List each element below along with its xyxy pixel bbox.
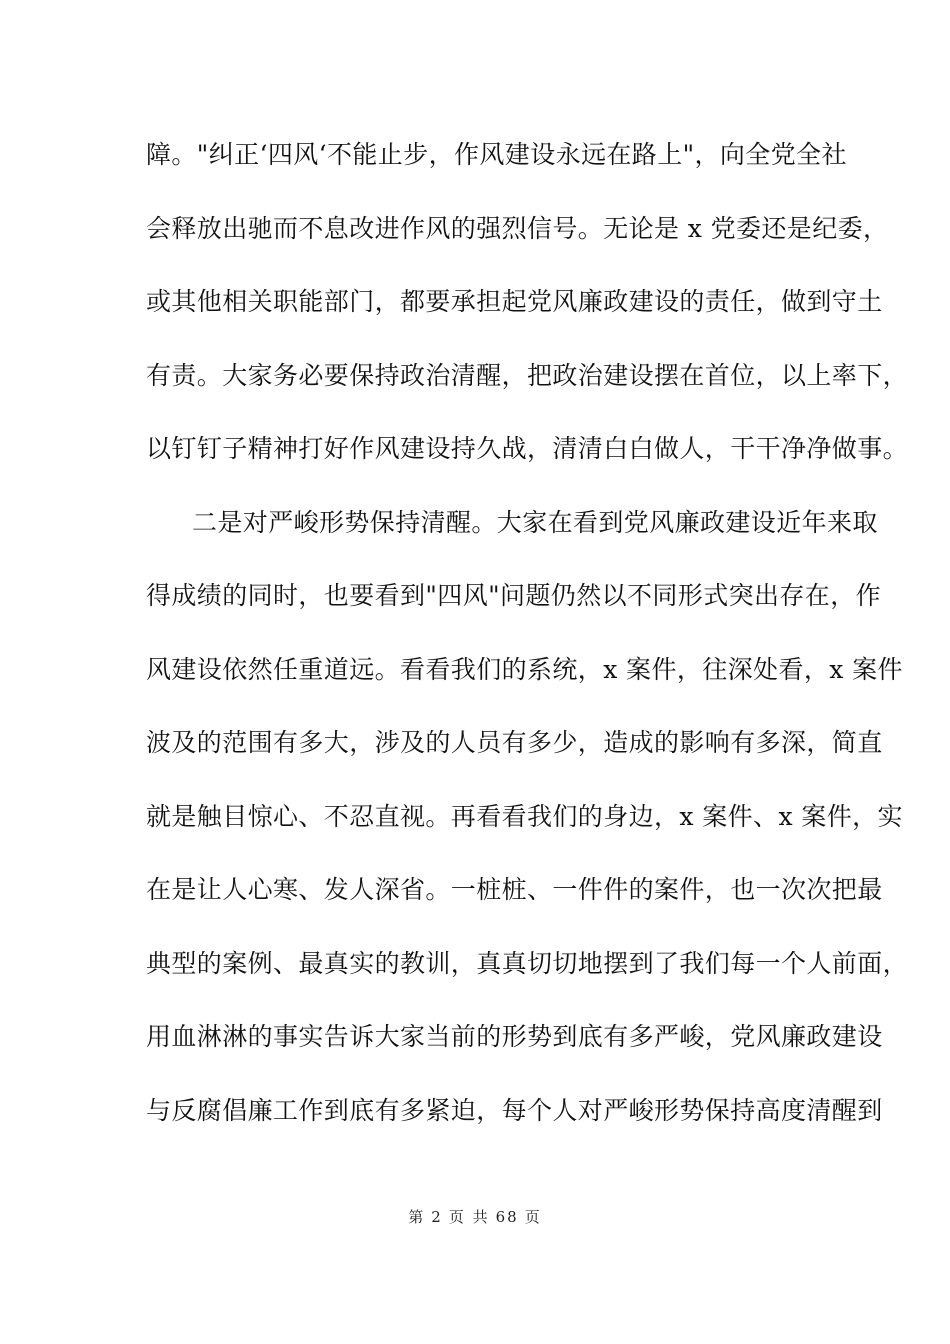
text-line: 得成绩的同时，也要看到"四风"问题仍然以不同形式突出存在，作 xyxy=(146,581,882,610)
text-line: 或其他相关职能部门，都要承担起党风廉政建设的责任，做到守土 xyxy=(146,287,883,316)
body-text xyxy=(146,133,909,1162)
text-line: 典型的案例、最真实的教训，真真切切地摆到了我们每一个人前面， xyxy=(146,948,909,978)
footer-suffix: 页 xyxy=(524,1208,542,1226)
text-line: 与反腐倡廉工作到底有多紧迫，每个人对严峻形势保持高度清醒到 xyxy=(146,1095,883,1125)
text-line: 在是让人心寒、发人深省。一桩桩、一件件的案件，也一次次把最 xyxy=(146,875,883,904)
total-pages: 68 xyxy=(495,1208,519,1226)
text-line: 波及的范围有多大，涉及的人员有多少，造成的影响有多深，简直 xyxy=(146,728,883,757)
text-line: 障。"纠正‘四风‘不能止步，作风建设永远在路上"，向全党全社 xyxy=(146,140,847,169)
page-footer xyxy=(0,1206,950,1227)
text-line: 会释放出驰而不息改进作风的强烈信号。无论是 x 党委还是纪委， xyxy=(146,213,889,243)
current-page-number: 2 xyxy=(431,1208,443,1226)
footer-middle: 页 共 xyxy=(448,1208,490,1226)
footer-prefix: 第 xyxy=(408,1208,426,1226)
text-line: 就是触目惊心、不忍直视。再看看我们的身边，x 案件、x 案件，实 xyxy=(146,801,903,831)
text-line: 用血淋淋的事实告诉大家当前的形势到底有多严峻，党风廉政建设 xyxy=(146,1022,883,1051)
text-line: 有责。大家务必要保持政治清醒，把政治建设摆在首位，以上率下， xyxy=(146,360,909,390)
text-line: 风建设依然任重道远。看看我们的系统，x 案件，往深处看，x 案件 xyxy=(146,654,903,684)
text-line: 以钉钉子精神打好作风建设持久战，清清白白做人，干干净净做事。 xyxy=(146,434,909,463)
paragraph-first-line: 二是对严峻形势保持清醒。大家在看到党风廉政建设近年来取 xyxy=(192,507,878,537)
